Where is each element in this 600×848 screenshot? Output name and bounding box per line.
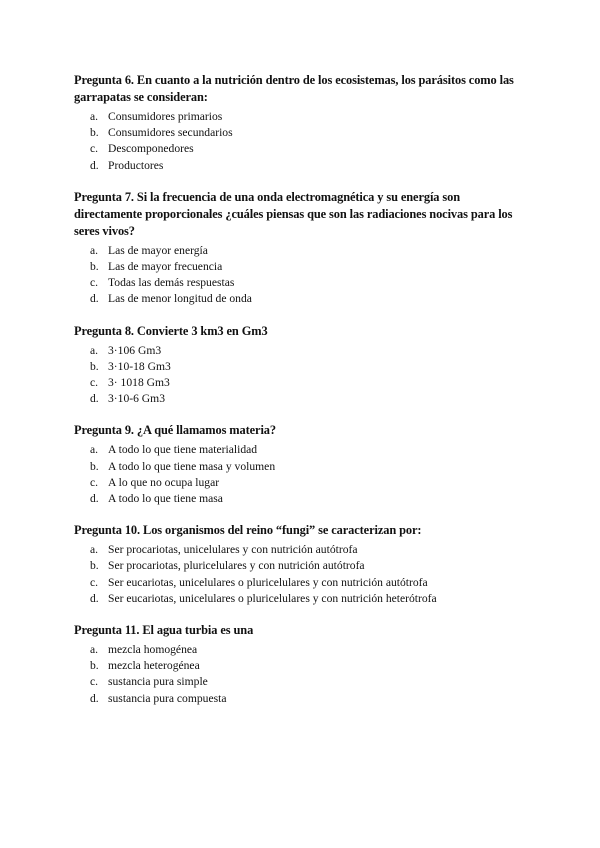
option-item	[74, 391, 530, 407]
option-letter: a.	[90, 243, 99, 257]
question-title: Pregunta 8. Convierte 3 km3 en Gm3	[74, 323, 268, 338]
option-item	[74, 442, 530, 458]
option-text: A todo lo que tiene masa	[108, 492, 223, 506]
option-letter: c.	[90, 376, 99, 390]
option-text: Las de mayor frecuencia	[108, 260, 223, 274]
option-text: Ser procariotas, pluricelulares y con nutrición autótrofa	[108, 559, 365, 573]
option-list	[74, 542, 530, 607]
option-list	[74, 343, 530, 408]
option-text: 3· 1018 Gm3	[108, 376, 170, 390]
option-text: Consumidores secundarios	[108, 126, 233, 140]
question-title: Pregunta 10. Los organismos del reino “fungi” se caracterizan por:	[74, 523, 422, 538]
option-letter: a.	[90, 543, 99, 557]
option-item	[74, 158, 530, 174]
question-9	[74, 422, 530, 507]
option-text: Las de menor longitud de onda	[108, 292, 252, 306]
question-8	[74, 323, 530, 408]
option-item	[74, 674, 530, 690]
option-item	[74, 475, 530, 491]
option-text: Ser eucariotas, unicelulares o pluricelulares y con nutrición autótrofa	[108, 575, 428, 589]
option-item	[74, 375, 530, 391]
option-item	[74, 343, 530, 359]
option-letter: d.	[90, 158, 99, 172]
option-letter: d.	[90, 591, 99, 605]
question-7	[74, 189, 530, 308]
option-item	[74, 642, 530, 658]
option-item	[74, 459, 530, 475]
option-text: mezcla heterogénea	[108, 659, 200, 673]
option-text: sustancia pura compuesta	[108, 691, 227, 705]
option-letter: c.	[90, 142, 99, 156]
option-text: mezcla homogénea	[108, 643, 198, 657]
option-item	[74, 275, 530, 291]
option-list	[74, 109, 530, 174]
option-item	[74, 491, 530, 507]
option-item	[74, 558, 530, 574]
option-text: A todo lo que tiene masa y volumen	[108, 459, 276, 473]
option-text: A todo lo que tiene materialidad	[108, 443, 258, 457]
option-text: Todas las demás respuestas	[108, 276, 235, 290]
option-text: Ser eucariotas, unicelulares o pluricelulares y con nutrición heterótrofa	[108, 591, 437, 605]
question-title: Pregunta 11. El agua turbia es una	[74, 623, 254, 638]
question-title: Pregunta 9. ¿A qué llamamos materia?	[74, 423, 276, 438]
option-letter: b.	[90, 659, 99, 673]
option-list	[74, 243, 530, 308]
option-list	[74, 642, 530, 707]
option-letter: a.	[90, 343, 99, 357]
option-text: Consumidores primarios	[108, 110, 223, 123]
option-letter: a.	[90, 110, 99, 123]
option-item	[74, 575, 530, 591]
option-text: 3·10-18 Gm3	[108, 359, 171, 373]
option-item	[74, 359, 530, 375]
option-letter: a.	[90, 643, 99, 657]
option-text: Productores	[108, 158, 164, 172]
option-letter: b.	[90, 559, 99, 573]
option-letter: d.	[90, 492, 99, 506]
option-item	[74, 125, 530, 141]
option-letter: c.	[90, 575, 99, 589]
option-item	[74, 542, 530, 558]
option-text: 3·106 Gm3	[108, 343, 162, 357]
option-letter: b.	[90, 126, 99, 140]
option-text: A lo que no ocupa lugar	[108, 475, 220, 489]
option-item	[74, 141, 530, 157]
option-item	[74, 243, 530, 259]
option-item	[74, 109, 530, 125]
option-item	[74, 291, 530, 307]
option-letter: d.	[90, 392, 99, 406]
option-letter: b.	[90, 359, 99, 373]
option-text: Descomponedores	[108, 142, 194, 156]
option-text: Ser procariotas, unicelulares y con nutrición autótrofa	[108, 543, 358, 557]
option-item	[74, 259, 530, 275]
option-letter: b.	[90, 260, 99, 274]
question-10	[74, 522, 530, 607]
option-text: sustancia pura simple	[108, 675, 208, 689]
option-list	[74, 442, 530, 507]
option-item	[74, 691, 530, 707]
option-item	[74, 591, 530, 607]
option-letter: c.	[90, 276, 99, 290]
option-letter: d.	[90, 292, 99, 306]
question-title: Pregunta 7. Si la frecuencia de una onda electromagnética y su energía son directamente proporcionales ¿cuáles piensas que son las radiaciones nocivas para los seres vivos?	[74, 189, 513, 238]
option-item	[74, 658, 530, 674]
option-letter: d.	[90, 691, 99, 705]
option-letter: a.	[90, 443, 99, 457]
option-letter: b.	[90, 459, 99, 473]
option-text: 3·10-6 Gm3	[108, 392, 165, 406]
option-letter: c.	[90, 475, 99, 489]
option-letter: c.	[90, 675, 99, 689]
question-title: Pregunta 6. En cuanto a la nutrición dentro de los ecosistemas, los parásitos como las garrapatas se consideran:	[74, 73, 514, 104]
question-6	[74, 72, 530, 174]
option-text: Las de mayor energía	[108, 243, 208, 257]
question-11	[74, 622, 530, 707]
